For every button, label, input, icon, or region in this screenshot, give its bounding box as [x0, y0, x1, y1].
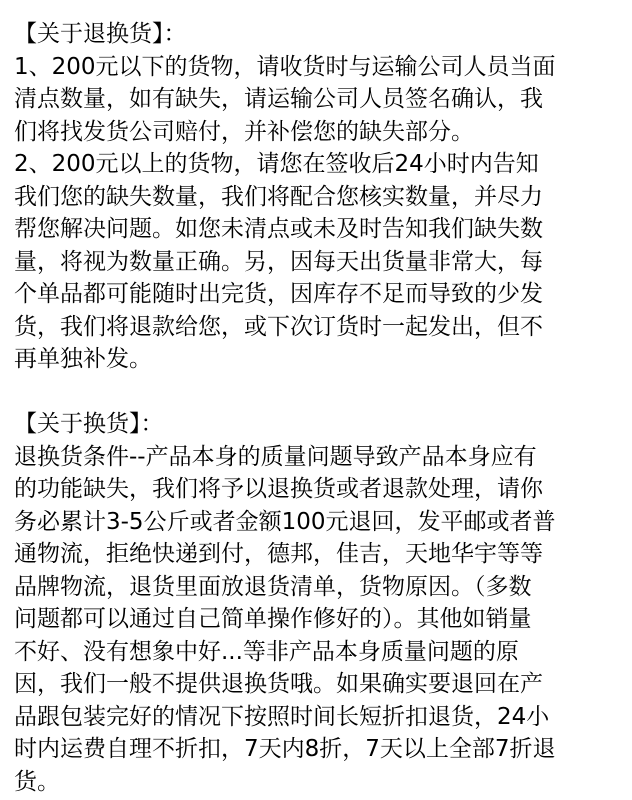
section-spacer	[14, 376, 622, 409]
exchange-heading: 【关于换货】：	[14, 411, 164, 437]
returns-line: 货，我们将退款给您，或下次订货时一起发出，但不	[14, 313, 543, 340]
returns-line: 帮您解决问题。如您未清点或未及时告知我们缺失数	[14, 216, 543, 242]
returns-line: 们将找发货公司赔付，并补偿您的缺失部分。	[14, 118, 474, 145]
returns-line: 2、200元以上的货物，请您在签收后24小时内告知	[14, 151, 539, 177]
returns-line: 我们您的缺失数量，我们将配合您核实数量，并尽力	[14, 183, 543, 210]
policy-document	[14, 18, 622, 798]
returns-line: 再单独补发。	[14, 346, 152, 372]
exchange-line: 因，我们一般不提供退换货哦。如果确实要退回在产	[14, 671, 543, 697]
returns-line: 量，将视为数量正确。另，因每天出货量非常大，每	[14, 248, 543, 275]
returns-heading: 【关于退换货】：	[14, 21, 187, 47]
exchange-line: 的功能缺失，我们将予以退换货或者退款处理，请你	[14, 476, 543, 502]
exchange-line: 货。	[14, 768, 60, 795]
exchange-line: 时内运费自理不折扣，7天内8折，7天以上全部7折退	[14, 736, 556, 762]
exchange-section	[14, 408, 622, 798]
exchange-line: 品跟包装完好的情况下按照时间长短折扣退货，24小	[14, 703, 550, 730]
returns-line: 个单品都可能随时出完货，因库存不足而导致的少发	[14, 281, 543, 307]
returns-line: 1、200元以下的货物，请收货时与运输公司人员当面	[14, 53, 556, 80]
returns-line: 清点数量，如有缺失，请运输公司人员签名确认，我	[14, 86, 543, 112]
returns-section	[14, 18, 622, 376]
exchange-line: 退换货条件--产品本身的质量问题导致产品本身应有	[14, 443, 537, 470]
exchange-line: 品牌物流，退货里面放退货清单，货物原因。（多数	[14, 573, 532, 600]
exchange-line: 问题都可以通过自己简单操作修好的）。其他如销量	[14, 606, 532, 632]
exchange-line: 不好、没有想象中好...等非产品本身质量问题的原	[14, 638, 519, 665]
exchange-line: 务必累计3-5公斤或者金额100元退回，发平邮或者普	[14, 508, 556, 535]
exchange-line: 通物流，拒绝快递到付，德邦，佳吉，天地华宇等等	[14, 541, 543, 567]
